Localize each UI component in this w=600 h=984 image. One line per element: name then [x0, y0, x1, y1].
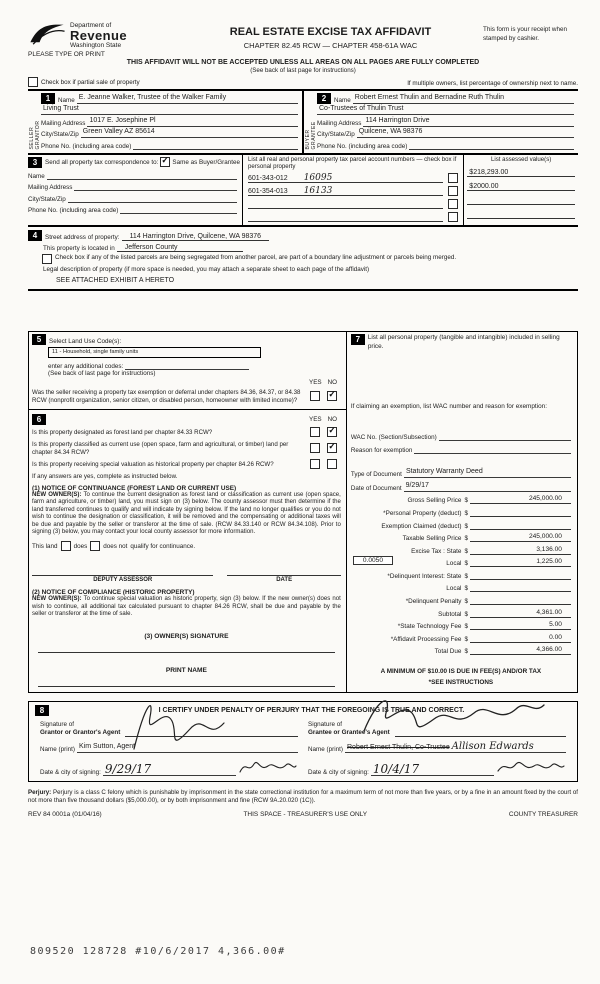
additional-codes-field[interactable]: [125, 360, 249, 370]
buyer-name-field-2[interactable]: Co-Trustees of Thulin Trust: [317, 105, 574, 115]
buyer-phone-field[interactable]: [409, 140, 574, 150]
personal-property-blank-area[interactable]: [351, 351, 571, 403]
parties-sections: [28, 89, 578, 155]
deferral-no-checkbox[interactable]: [327, 391, 337, 401]
same-as-buyer-label: Same as Buyer/Grantee: [172, 158, 240, 166]
print-name-label: PRINT NAME: [165, 666, 207, 674]
forest-no-checkbox[interactable]: [327, 427, 337, 437]
fee-row-personal: [351, 504, 571, 517]
rev-number: REV 84 0001a (01/04/16): [28, 810, 102, 818]
parcel-2-personal-checkbox[interactable]: [448, 186, 458, 196]
assessed-value-4[interactable]: [467, 205, 575, 219]
doc-date-field[interactable]: 9/29/17: [404, 482, 571, 492]
minimum-fee-line2: *SEE INSTRUCTIONS: [428, 678, 494, 686]
perjury-paragraph: [28, 789, 578, 805]
parcel-list-header: List all real and personal property tax parcel account numbers — check box if personal property: [248, 155, 457, 170]
assessed-values-header: List assessed value(s): [491, 155, 552, 163]
partial-sale-label: Check box if partial sale of property: [41, 78, 140, 86]
fee-row-processing-fee: [351, 630, 571, 643]
fee-row-excise-state: [351, 542, 571, 555]
fee-row-taxable: [351, 530, 571, 543]
grantee-signing-block: [303, 719, 571, 776]
penalty-label: *Delinquent Penalty: [405, 598, 462, 606]
grantor-sig-label-2: Grantor or Grantor's Agent: [40, 728, 121, 736]
dollar-sign: $: [464, 648, 468, 656]
reason-label: Reason for exemption: [350, 446, 413, 454]
parcel-2-handwritten: 16133: [303, 186, 333, 197]
parcel-row: [248, 209, 458, 222]
parcel-row: [248, 170, 458, 183]
grantee-city-scribble: [496, 758, 566, 776]
assessed-value-3[interactable]: [467, 191, 575, 205]
section-4-badge: 4: [28, 230, 42, 241]
located-in-label: This property is located in: [43, 245, 115, 253]
section-2-badge: 2: [317, 93, 331, 104]
corr-csz-field[interactable]: [68, 193, 237, 203]
tech-fee-label: *State Technology Fee: [397, 623, 462, 631]
gross-label: Gross Selling Price: [407, 497, 462, 505]
form-header: [28, 22, 578, 58]
subtotal-value[interactable]: 4,361.00: [470, 609, 571, 618]
any-yes-note: If any answers are yes, complete as instructed below.: [32, 472, 178, 480]
buyer-csz-field[interactable]: Quilcene, WA 98376: [357, 128, 574, 138]
seller-name-field[interactable]: E. Jeanne Walker, Trustee of the Walker Family: [77, 94, 298, 104]
fee-row-total: [351, 643, 571, 656]
seller-mailing-field[interactable]: 1017 E. Josephine Pl: [87, 117, 298, 127]
deputy-assessor-label: DEPUTY ASSESSOR: [93, 577, 153, 584]
dollar-sign: $: [464, 572, 468, 580]
personal-property-label: List all personal property (tangible and intangible) included in selling price.: [367, 333, 560, 350]
buyer-name-field[interactable]: Robert Ernest Thulin and Bernadine Ruth Thulin: [353, 94, 574, 104]
delinquent-state-label: *Delinquent Interest: State: [387, 572, 462, 580]
exemption-deduct-value[interactable]: [470, 521, 571, 530]
seller-csz-field[interactable]: Green Valley AZ 85614: [81, 128, 298, 138]
notice-2-body: To continue special valuation as historic property, sign (3) below. If the new owner(s) does not wish to continue, all additional tax calculated pursuant to chapter 84.26 RCW, shall be due and payable by the seller or transferor at the time of sale.: [32, 596, 341, 618]
designation-section: [29, 410, 346, 692]
parcel-2-field[interactable]: [248, 187, 443, 196]
forest-land-question: Is this property designated as forest land per chapter 84.33 RCW?: [32, 428, 213, 436]
yes-column-label-2: YES: [309, 415, 322, 423]
main-block: [28, 331, 578, 693]
parcel-2-number: 601-354-013: [248, 188, 288, 196]
cashier-stamp: 809520 128728 #10/6/2017 4,366.00#: [30, 946, 286, 957]
buyer-mailing-field[interactable]: 114 Harrington Drive: [363, 117, 574, 127]
fee-row-tech-fee: [351, 618, 571, 631]
grantor-signature-line[interactable]: [125, 726, 298, 737]
seller-name-field-2[interactable]: Living Trust: [41, 105, 298, 115]
dor-logo: [28, 22, 178, 58]
buyer-mailing-label: Mailing Address: [317, 119, 362, 127]
parcel-row: [248, 196, 458, 209]
corr-phone-label: Phone No. (including area code): [28, 207, 119, 214]
seller-section: [28, 91, 304, 153]
receipt-note: This form is your receipt when stamped by cashier.: [483, 26, 567, 42]
notice-2-text: [32, 596, 341, 618]
legal-description-label: Legal description of property (if more space is needed, you may attach a separate sheet to each page of the affidavit): [43, 266, 370, 274]
grantor-date-field[interactable]: 9/29/17: [103, 763, 236, 776]
acceptance-warning: THIS AFFIDAVIT WILL NOT BE ACCEPTED UNLESS ALL AREAS ON ALL PAGES ARE FULLY COMPLETED: [126, 59, 480, 66]
parcel-4-personal-checkbox[interactable]: [448, 212, 458, 222]
parcel-4-field[interactable]: [248, 221, 443, 222]
section-3-badge: 3: [28, 157, 42, 168]
excise-local-label: Local: [446, 560, 462, 568]
multiple-owners-note: If multiple owners, list percentage of ownership next to name.: [407, 80, 578, 87]
assessed-value-2[interactable]: $2000.00: [467, 177, 575, 191]
seller-side-label: [29, 92, 41, 150]
treasurer-space-label: THIS SPACE - TREASURER'S USE ONLY: [243, 810, 368, 818]
personal-deduct-label: *Personal Property (deduct): [383, 509, 462, 517]
washington-state-label: Washington State: [70, 42, 122, 49]
historic-yes-checkbox[interactable]: [310, 459, 320, 469]
historic-no-checkbox[interactable]: [327, 459, 337, 469]
print-name-line[interactable]: [38, 674, 335, 687]
deputy-date-label: DATE: [276, 577, 293, 584]
grantee-sig-label-1: Signature of: [308, 720, 342, 728]
seller-vertical-text: SELLER: [29, 126, 35, 150]
yes-column-label: YES: [309, 379, 322, 387]
section-5-badge: 5: [32, 334, 46, 345]
wac-label: WAC No. (Section/Subsection): [350, 433, 437, 441]
parcel-1-personal-checkbox[interactable]: [448, 173, 458, 183]
grantor-sig-label: [40, 721, 120, 737]
delinquent-local-value[interactable]: [470, 583, 571, 592]
current-use-no-checkbox[interactable]: [327, 443, 337, 453]
dept-of-label: Department of: [70, 22, 112, 29]
buyer-name-label: Name: [334, 96, 351, 104]
partial-sale-checkbox[interactable]: [28, 77, 38, 87]
delinquent-local-label: Local: [446, 585, 462, 593]
buyer-csz-label: City/State/Zip: [317, 131, 355, 138]
grantee-name-print-label: Name (print): [308, 745, 343, 753]
dollar-sign: $: [464, 509, 468, 517]
deferral-yes-checkbox[interactable]: [310, 391, 320, 401]
personal-property-section: [347, 332, 577, 692]
street-address-field[interactable]: 114 Harrington Drive, Quilcene, WA 98376: [122, 233, 270, 241]
form-title: REAL ESTATE EXCISE TAX AFFIDAVIT: [229, 26, 432, 38]
excise-state-value[interactable]: 3,136.00: [470, 546, 571, 555]
parcel-3-field[interactable]: [248, 208, 443, 209]
delinquent-state-value[interactable]: [470, 571, 571, 580]
current-use-question: Is this property classified as current use (open space, farm and agricultural, or timber) land per chapter 84.34 RCW?: [32, 440, 289, 456]
minimum-fee-note: [351, 667, 571, 687]
revenue-label: Revenue: [70, 28, 127, 43]
section-7-badge: 7: [351, 334, 365, 345]
dollar-sign: $: [464, 635, 468, 643]
segregated-checkbox[interactable]: [42, 254, 52, 264]
land-use-section: [29, 332, 346, 410]
buyer-side-label: [305, 92, 317, 150]
street-address-label: Street address of property:: [45, 233, 120, 241]
seller-phone-label: Phone No. (including area code): [41, 142, 132, 150]
dollar-sign: $: [464, 610, 468, 618]
revenue-swoosh-icon: [28, 22, 66, 46]
exemption-deduct-label: Exemption Claimed (deduct): [381, 522, 462, 530]
assessed-value-1[interactable]: $218,293.00: [467, 163, 575, 177]
does-not-label: does not: [103, 542, 128, 550]
section-6-badge: 6: [32, 414, 46, 425]
grantee-sig-label-2: Grantee or Grantee's Agent: [308, 728, 390, 736]
fee-row-gross: [351, 492, 571, 505]
grantee-name-print-field[interactable]: [345, 742, 566, 753]
owners-signature-label: (3) OWNER(S) SIGNATURE: [144, 632, 229, 640]
grantor-vertical-text: GRANTOR: [35, 120, 41, 150]
parcel-row: [248, 183, 458, 196]
corr-csz-label: City/State/Zip: [28, 195, 66, 203]
parcel-1-handwritten: 16095: [303, 173, 333, 184]
parcel-3-personal-checkbox[interactable]: [448, 199, 458, 209]
no-column-label-2: NO: [327, 415, 338, 423]
deputy-date-line[interactable]: [227, 565, 340, 576]
no-column-label: NO: [327, 379, 338, 387]
dollar-sign: $: [464, 497, 468, 505]
deputy-assessor-sign-line[interactable]: [32, 565, 213, 576]
grantor-sig-label-1: Signature of: [40, 720, 74, 728]
doc-type-label: Type of Document: [350, 470, 402, 478]
perjury-label: Perjury:: [28, 788, 52, 796]
current-use-yes-checkbox[interactable]: [310, 443, 320, 453]
perjury-text: Perjury is a class C felony which is punishable by imprisonment in the state correctional institution for a maximum term of not more than five years, or by a fine in an amount fixed by the court of not more than five thousand dollars ($5,000.00), or by both imprisonment and fine (RCW 9A.20.020 (1C)).: [28, 788, 578, 804]
does-label: does: [73, 542, 88, 550]
legal-description-value[interactable]: SEE ATTACHED EXHIBIT A HERETO: [56, 276, 175, 284]
fee-row-delinquent-state: [351, 567, 571, 580]
deferral-question: Was the seller receiving a property tax exemption or deferral under chapters 84.36, 84.37, or 84.38 RCW (nonprofit organization, senior citizen, or disabled person, homeowner with limited income)?: [32, 388, 301, 404]
grantor-signing-block: [35, 719, 303, 776]
penalty-value[interactable]: [470, 596, 571, 605]
grantee-sig-label: [308, 721, 390, 737]
please-type-note: PLEASE TYPE OR PRINT: [28, 51, 105, 58]
corr-name-field[interactable]: [47, 170, 237, 180]
dollar-sign: $: [464, 522, 468, 530]
personal-deduct-value[interactable]: [470, 508, 571, 517]
doc-date-label: Date of Document: [350, 484, 402, 492]
corr-mailing-label: Mailing Address: [28, 184, 73, 191]
fee-row-penalty: [351, 592, 571, 605]
seller-csz-label: City/State/Zip: [41, 131, 79, 138]
total-due-value[interactable]: 4,366.00: [470, 646, 571, 655]
parcel-1-field[interactable]: [248, 174, 443, 183]
fee-row-subtotal: [351, 605, 571, 618]
buyer-vertical-text: BUYER: [305, 129, 311, 150]
grantor-date-label: Date & city of signing:: [40, 768, 101, 776]
certification-section: [28, 701, 578, 782]
notice-1-text: [32, 492, 341, 537]
local-rate-box: 0.0050: [353, 556, 393, 565]
dollar-sign: $: [464, 547, 468, 555]
fee-row-excise-local: [351, 555, 571, 568]
county-field[interactable]: Jefferson County: [117, 244, 243, 252]
notice-2-lead: NEW OWNER(S):: [32, 596, 82, 603]
exemption-label: If claiming an exemption, list WAC number and reason for exemption:: [350, 403, 548, 411]
same-as-buyer-checkbox[interactable]: [160, 157, 170, 167]
excise-state-label: Excise Tax : State: [411, 547, 462, 555]
this-land-label: This land: [32, 542, 58, 550]
processing-fee-label: *Affidavit Processing Fee: [390, 635, 462, 643]
land-use-label: Select Land Use Code(s):: [49, 337, 122, 345]
grantee-signature-line[interactable]: [395, 726, 566, 737]
land-use-see-back: (See back of last page for instructions): [48, 370, 156, 378]
seller-phone-field[interactable]: [133, 140, 298, 150]
grantor-name-print-field[interactable]: Kim Sutton, Agent: [77, 743, 298, 753]
grantee-date-field[interactable]: 10/4/17: [371, 763, 494, 776]
certify-statement: I CERTIFY UNDER PENALTY OF PERJURY THAT THE FOREGOING IS TRUE AND CORRECT.: [158, 706, 465, 714]
notice-1-body: To continue the current designation as forest land or classification as current use (open space, farm and agriculture, or timber) land, you must sign on (3) below. The county assessor must then determine if the land transferred continues to qualify and will indicate by signing below. If the land no longer qualifies or you do not wish to continue the designation or classification, it will be removed and the compensating or additional taxes will be due and payable by the seller or transferor at the time of sale. (RCW 84.33.140 or RCW 84.34.108). Prior to signing (3) below, you may contact your local county assessor for more information.: [32, 491, 341, 536]
dollar-sign: $: [464, 585, 468, 593]
dollar-sign: $: [464, 598, 468, 606]
grantor-name-print-label: Name (print): [40, 745, 75, 753]
historic-question: Is this property receiving special valuation as historical property per chapter 84.26 RCW?: [32, 460, 274, 468]
excise-local-value[interactable]: 1,225.00: [470, 558, 571, 567]
notice-1-lead: NEW OWNER(S):: [32, 491, 82, 498]
seller-mailing-label: Mailing Address: [41, 119, 86, 127]
corr-mailing-field[interactable]: [74, 181, 237, 191]
gross-value[interactable]: 245,000.00: [470, 495, 571, 504]
property-section: [28, 227, 578, 291]
dollar-sign: $: [464, 535, 468, 543]
county-treasurer-label: COUNTY TREASURER: [508, 810, 578, 818]
forest-yes-checkbox[interactable]: [310, 427, 320, 437]
grantee-date-label: Date & city of signing:: [308, 768, 369, 776]
does-not-checkbox[interactable]: [90, 541, 100, 551]
grantee-name-handwritten: Allison Edwards: [451, 740, 534, 752]
wac-field[interactable]: [439, 431, 571, 441]
processing-fee-value[interactable]: 0.00: [470, 634, 571, 643]
seller-name-label: Name: [58, 96, 75, 104]
taxable-value[interactable]: 245,000.00: [470, 533, 571, 542]
grantor-city-scribble: [238, 758, 298, 776]
dollar-sign: $: [464, 623, 468, 631]
minimum-fee-line1: A MINIMUM OF $10.00 IS DUE IN FEE(S) AND/OR TAX: [380, 668, 542, 676]
form-footer: [28, 811, 578, 818]
grantee-name-typed: Robert Ernest Thulin, Co-Trustee: [347, 743, 450, 751]
corr-name-label: Name: [28, 172, 45, 180]
grantee-vertical-text: GRANTEE: [311, 121, 317, 150]
parcel-1-number: 601-343-012: [248, 175, 288, 183]
tech-fee-value[interactable]: 5.00: [470, 621, 571, 630]
notice-2-title: (2) NOTICE OF COMPLIANCE (HISTORIC PROPERTY): [32, 589, 195, 597]
reason-field[interactable]: [414, 444, 571, 454]
section-8-badge: 8: [35, 705, 49, 716]
corr-phone-field[interactable]: [120, 204, 237, 214]
qualify-label: qualify for continuance.: [130, 542, 196, 550]
doc-type-field[interactable]: Statutory Warranty Deed: [404, 468, 571, 478]
owners-signature-line[interactable]: [38, 640, 335, 653]
segregated-label: Check box if any of the listed parcels are being segregated from another parcel, are part of a boundary line adjustment or parcels being merged.: [55, 254, 457, 262]
blank-gap: [28, 291, 578, 331]
dollar-sign: $: [464, 560, 468, 568]
land-use-code-box[interactable]: 11 - Household, single family units: [48, 347, 261, 358]
section-1-badge: 1: [41, 93, 55, 104]
subtotal-label: Subtotal: [438, 610, 462, 618]
send-correspondence-label: Send all property tax correspondence to:: [45, 158, 159, 166]
total-due-label: Total Due: [434, 648, 462, 656]
additional-codes-label: enter any additional codes:: [48, 363, 124, 371]
buyer-phone-label: Phone No. (including area code): [317, 142, 408, 150]
buyer-section: [304, 91, 578, 153]
notice-1-title: (1) NOTICE OF CONTINUANCE (FOREST LAND OR CURRENT USE): [32, 484, 237, 492]
fee-row-delinquent-local: [351, 580, 571, 593]
form-subtitle: CHAPTER 82.45 RCW — CHAPTER 458-61A WAC: [243, 41, 418, 50]
fee-row-exemption: [351, 517, 571, 530]
does-checkbox[interactable]: [61, 541, 71, 551]
taxable-label: Taxable Selling Price: [402, 535, 462, 543]
see-back-note: (See back of last page for instructions): [250, 67, 356, 74]
correspondence-section: [28, 155, 578, 228]
